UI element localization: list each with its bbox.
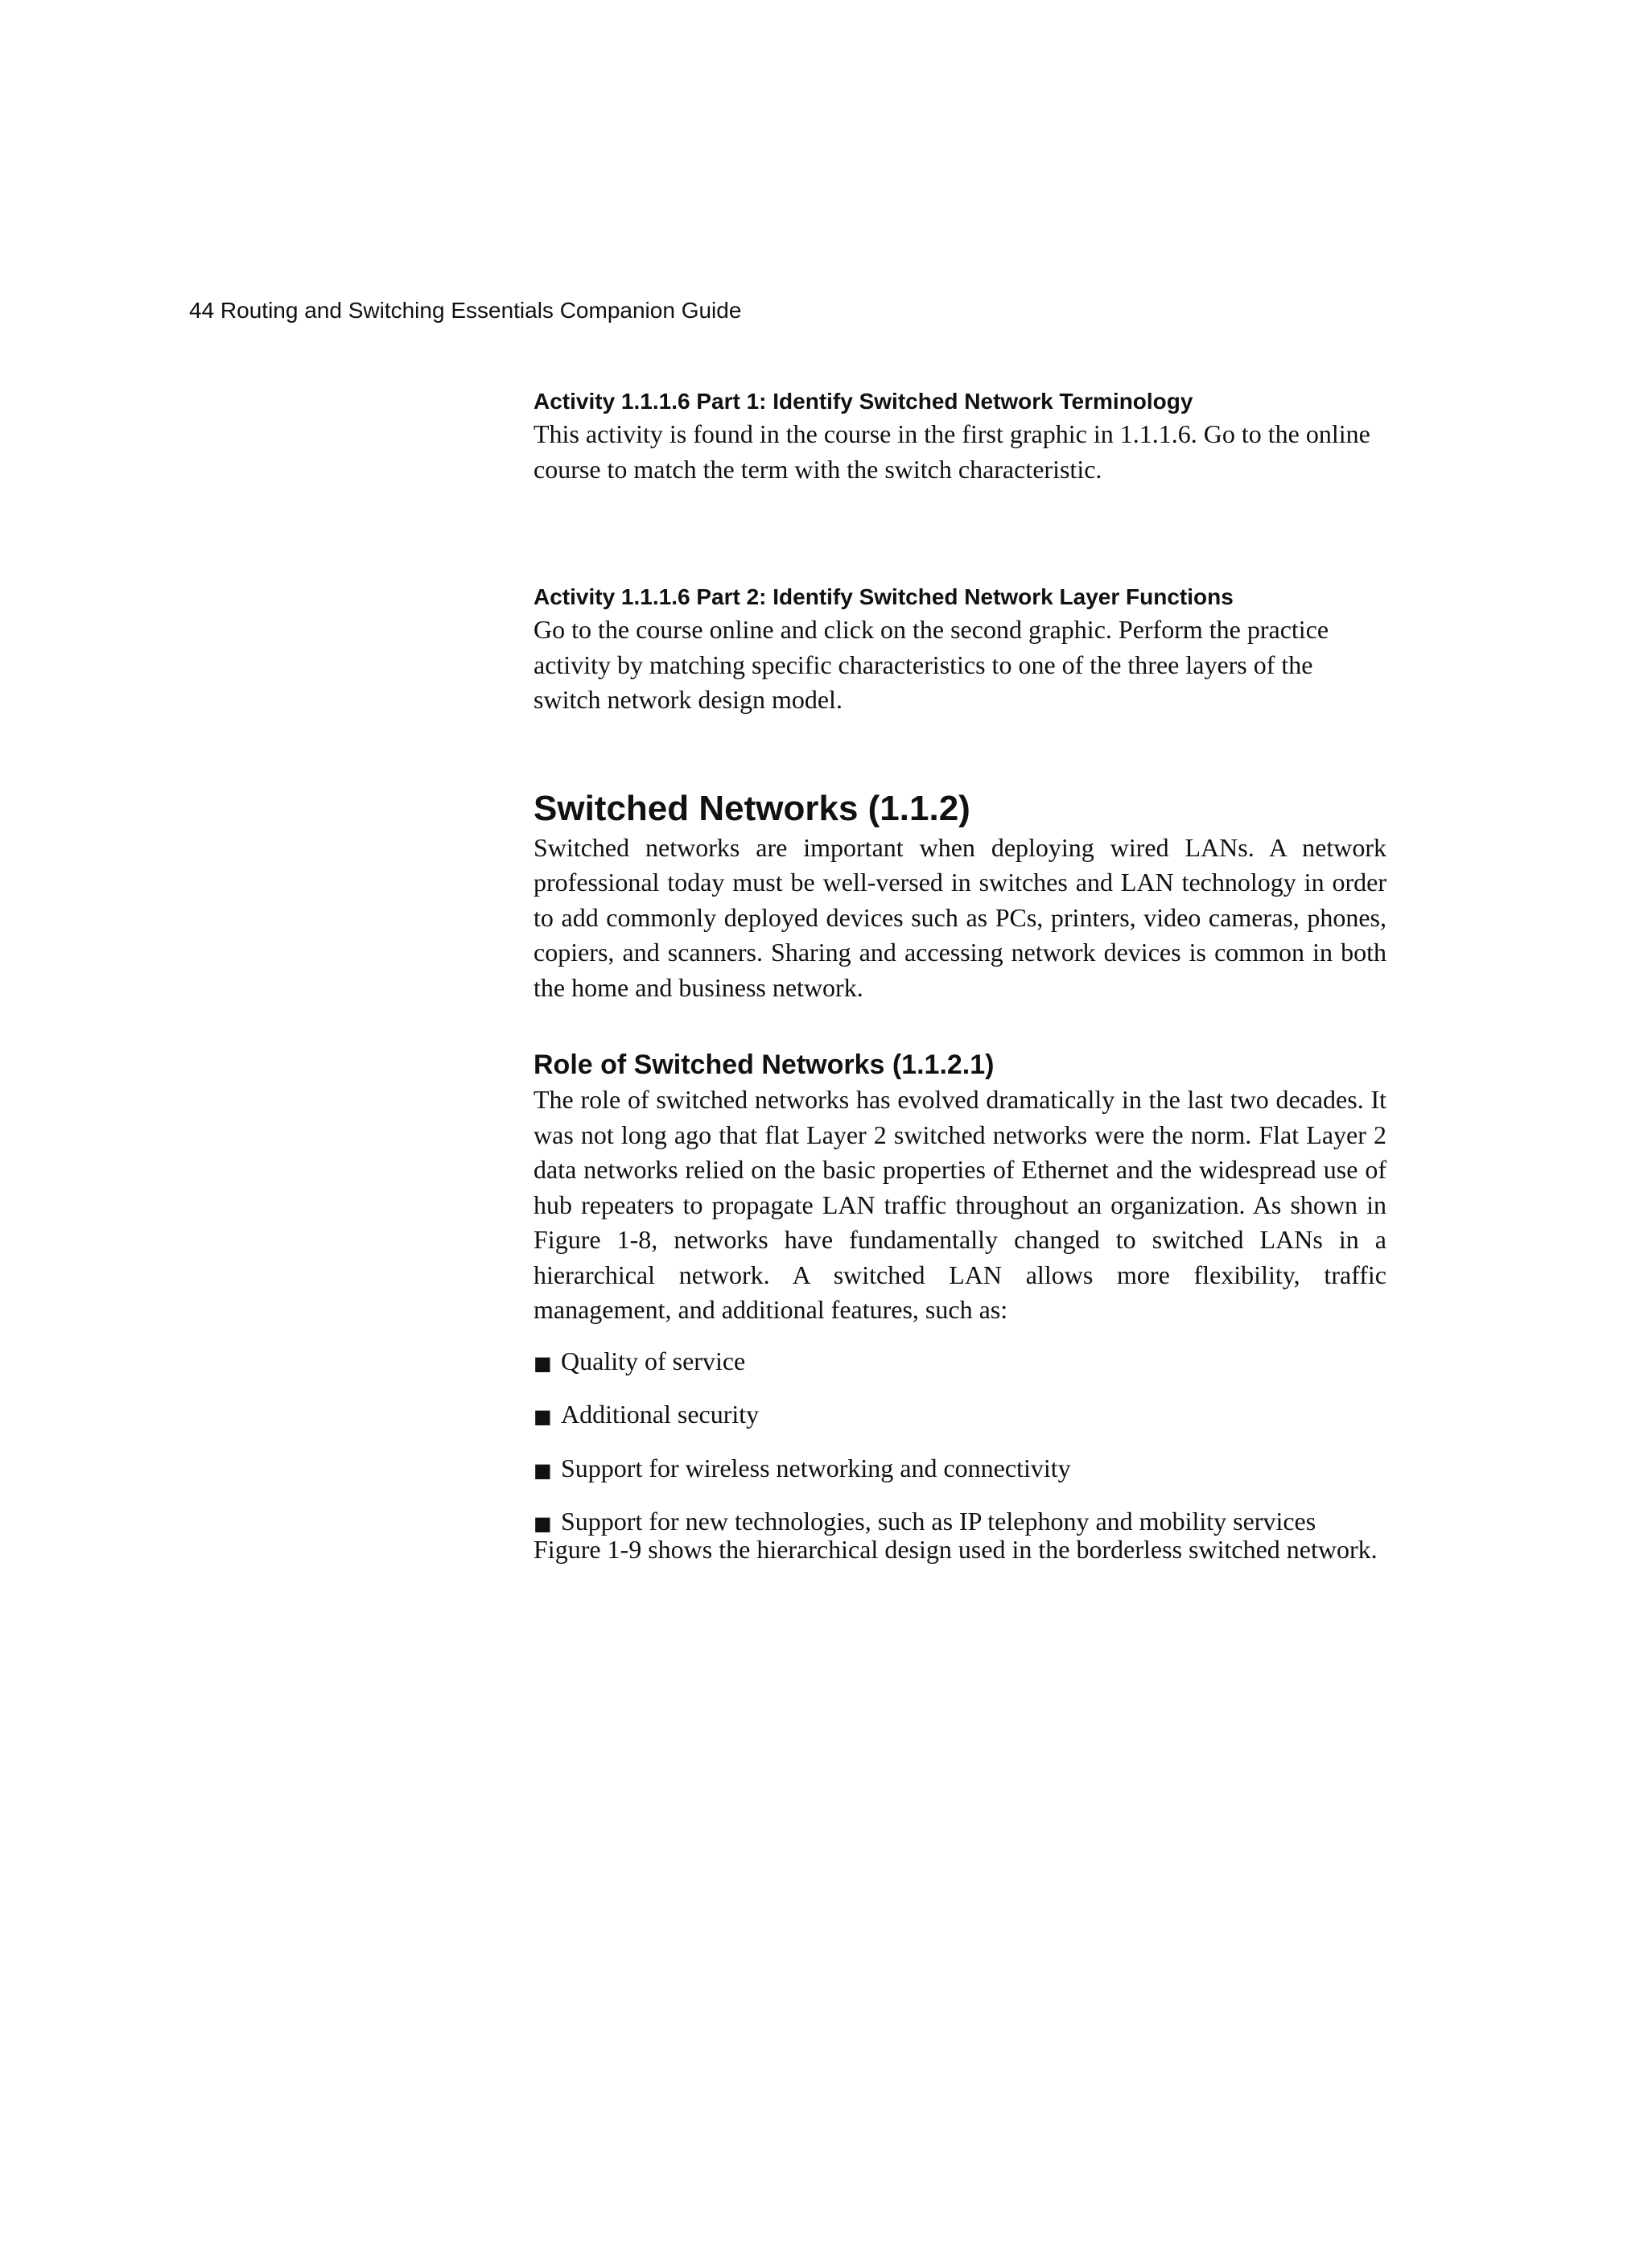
page-content xyxy=(534,386,1386,1563)
section-body: Switched networks are important when deploying wired LANs. A network professional today must be well-versed in switches and LAN technology in order to add commonly deployed devices such as PCs, printers, video cameras, phones, copiers, and scanners. Sharing and accessing network devices is common in both the home and business network. xyxy=(534,832,1386,1002)
closing-paragraph: Figure 1-9 shows the hierarchical design used in the borderless switched network. xyxy=(534,1534,1378,1564)
subsection-body: The role of switched networks has evolved dramatically in the last two decades. It was not long ago that flat Layer 2 switched networks were the norm. Flat Layer 2 data networks relied on the basic properties of Ethernet and the widespread use of hub repeaters to propagate LAN traffic throughout an organization. As shown in Figure 1-8, networks have fundamentally changed to switched LANs in a hierarchical network. A switched LAN allows more flexibility, traffic management, and additional features, such as: xyxy=(534,1085,1386,1324)
activity-1-title: Activity 1.1.1.6 Part 1: Identify Switched Network Terminology xyxy=(534,389,1193,414)
activity-1 xyxy=(534,386,1386,487)
subsection-title: Role of Switched Networks (1.1.2.1) xyxy=(534,1049,995,1080)
section-title: Switched Networks (1.1.2) xyxy=(534,788,970,828)
activity-2 xyxy=(534,582,1386,718)
list-item xyxy=(534,1397,1386,1435)
activity-2-body: Go to the course online and click on the second graphic. Perform the practice activity by matching specific characteristics to one of the three layers of the switch network design model. xyxy=(534,615,1329,714)
feature-list xyxy=(534,1344,1386,1542)
list-item xyxy=(534,1451,1386,1489)
bullet-square-icon: ■ xyxy=(534,1458,552,1482)
list-item-text: Quality of service xyxy=(561,1346,746,1375)
list-item-text: Support for new technologies, such as IP telephony and mobility services xyxy=(561,1507,1316,1536)
list-item-text: Support for wireless networking and connectivity xyxy=(561,1453,1071,1482)
activity-2-title: Activity 1.1.1.6 Part 2: Identify Switched Network Layer Functions xyxy=(534,584,1234,609)
activity-1-body: This activity is found in the course in the first graphic in 1.1.1.6. Go to the online course to match the term with the switch characteristic. xyxy=(534,419,1370,484)
bullet-square-icon: ■ xyxy=(534,1405,552,1428)
list-item xyxy=(534,1344,1386,1382)
list-item-text: Additional security xyxy=(561,1400,760,1429)
running-head: 44 Routing and Switching Essentials Companion Guide xyxy=(189,298,742,323)
bullet-square-icon: ■ xyxy=(534,1512,552,1535)
bullet-square-icon: ■ xyxy=(534,1351,552,1375)
